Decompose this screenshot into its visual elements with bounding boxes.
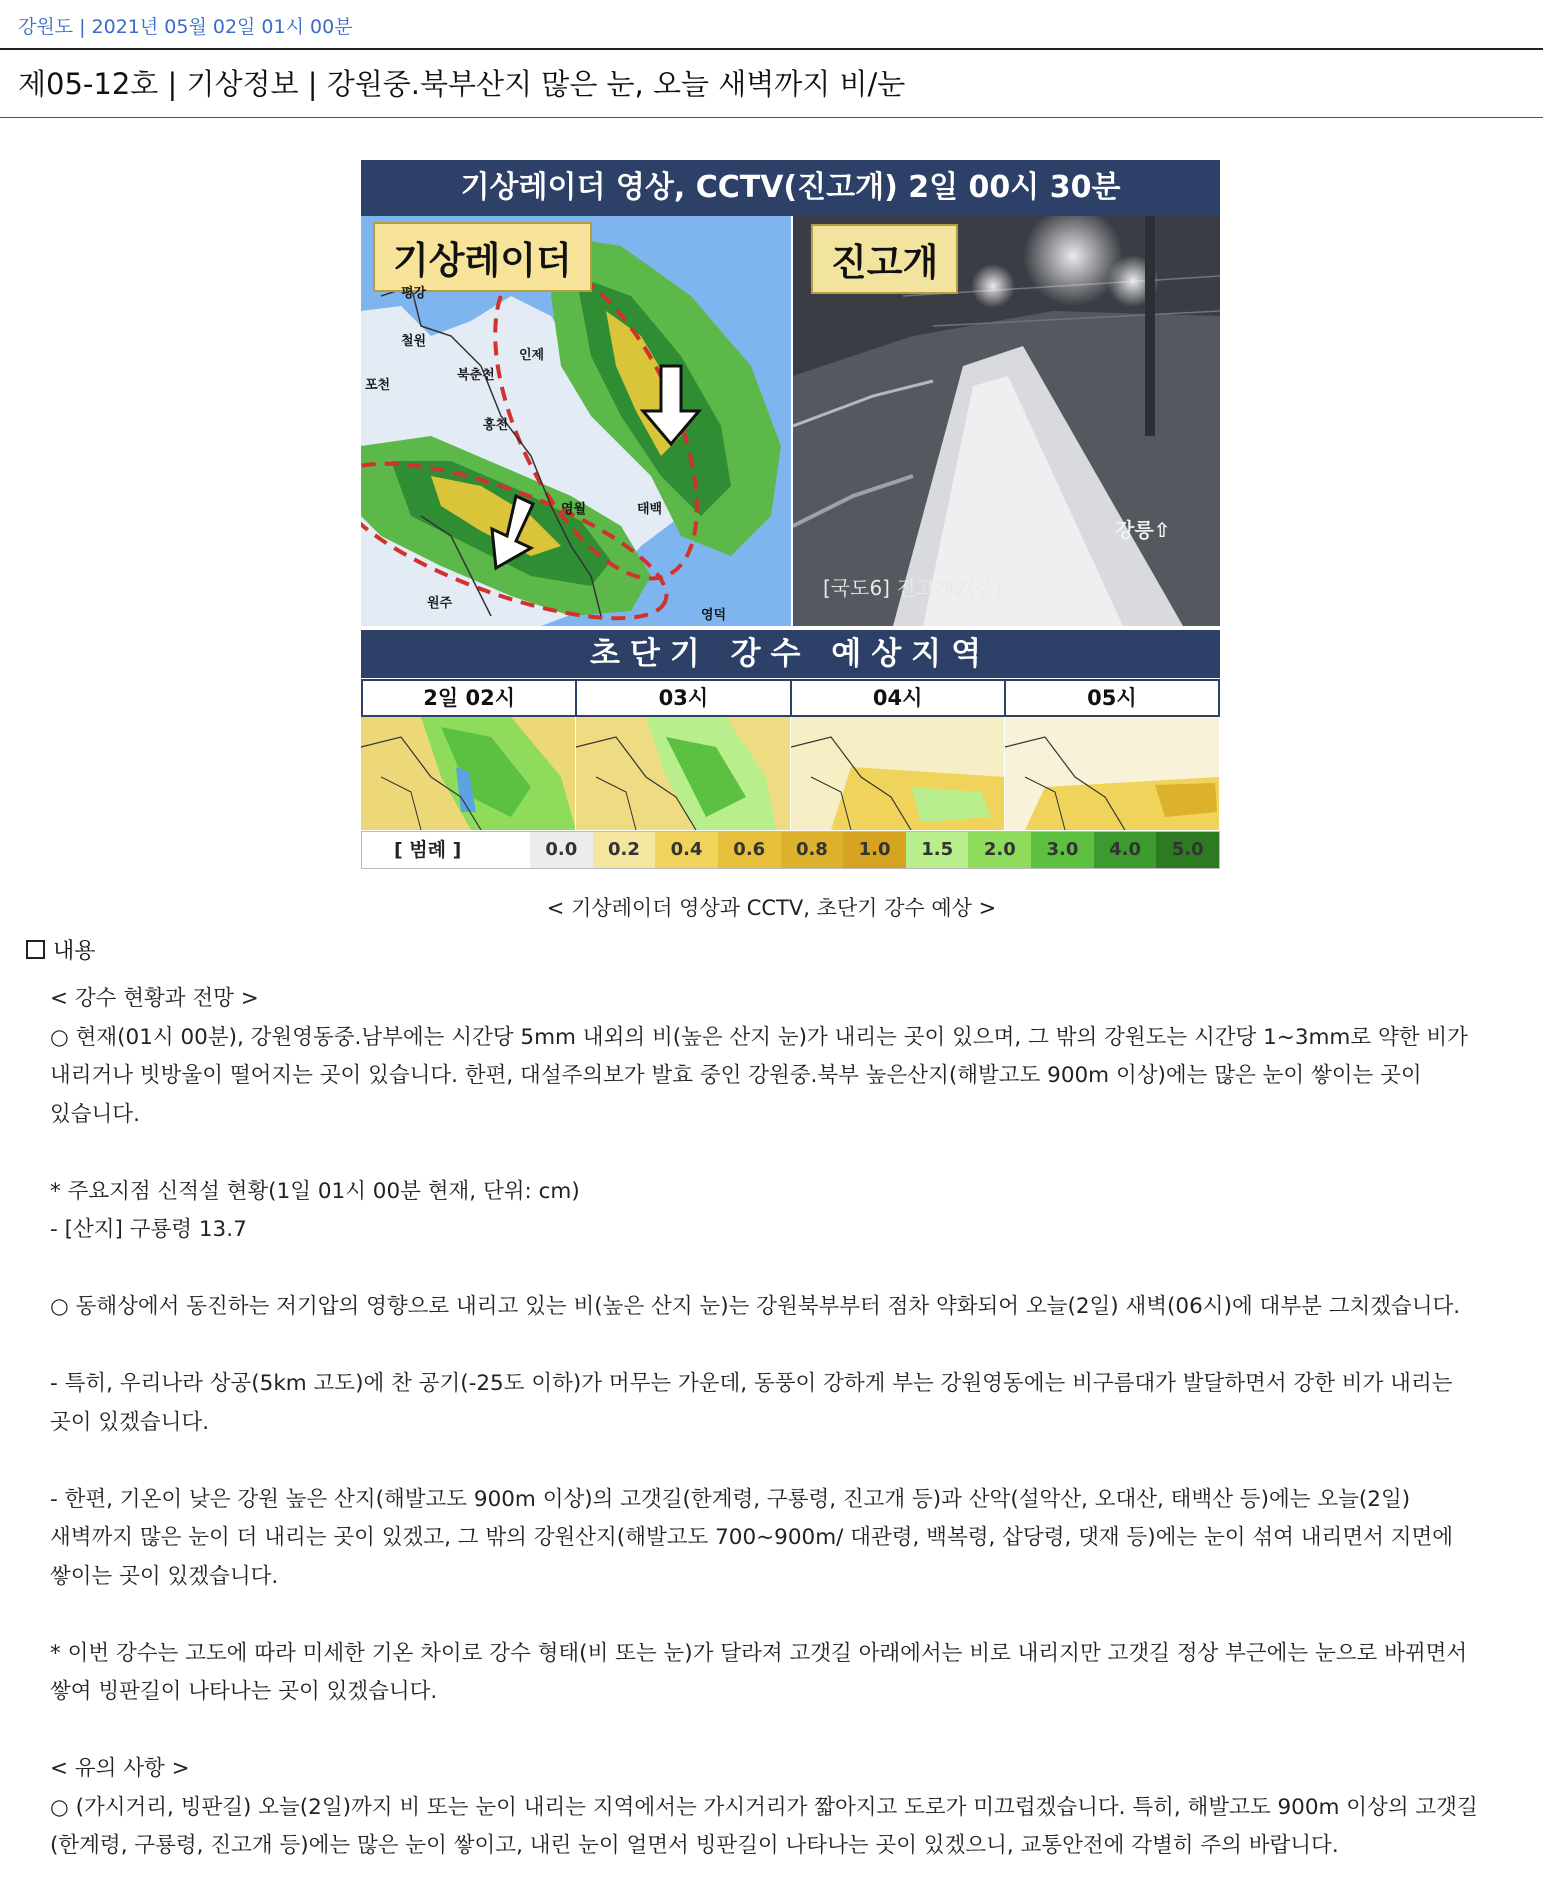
- radar-label: 기상레이더: [373, 222, 592, 292]
- legend-cell: 0.4: [655, 832, 718, 868]
- forecast-map-image: [361, 717, 576, 830]
- paragraph-line: 내리거나 빗방울이 떨어지는 곳이 있습니다. 한편, 대설주의보가 발효 중인 강원중.북부 높은산지(해발고도 900m 이상)에는 많은 눈이 쌓이는 곳이: [50, 1063, 1422, 1088]
- snow-report-value: - [산지] 구룡령 13.7: [50, 1217, 247, 1242]
- page-title: 제05-12호 | 기상정보 | 강원중.북부산지 많은 눈, 오늘 새벽까지 비/눈: [18, 67, 906, 101]
- forecast-subheader: 초단기 강수 예상지역: [361, 630, 1220, 678]
- forecast-map-image: [791, 717, 1006, 830]
- legend-cell: 4.0: [1094, 832, 1157, 868]
- radar-place-label: 평강: [401, 286, 427, 301]
- article-body: [50, 980, 1520, 1866]
- paragraph-line: ○ 동해상에서 동진하는 저기압의 영향으로 내리고 있는 비(높은 산지 눈)는 강원북부부터 점차 약화되어 오늘(2일) 새벽(06시)에 대부분 그치겠습니다.: [50, 1294, 1461, 1319]
- radar-place-label: 영덕: [701, 608, 727, 623]
- precip-legend: [361, 831, 1220, 869]
- legend-cell: 5.0: [1156, 832, 1219, 868]
- paragraph-line: ○ (가시거리, 빙판길) 오늘(2일)까지 비 또는 눈이 내리는 지역에서는 가시거리가 짧아지고 도로가 미끄럽겠습니다. 특히, 해발고도 900m 이상의 고갯길: [50, 1794, 1478, 1820]
- paragraph-line: 쌓여 빙판길이 나타나는 곳이 있겠습니다.: [50, 1679, 438, 1704]
- legend-cell: 1.0: [843, 832, 906, 868]
- spacer: [50, 1442, 1520, 1481]
- radar-place-label: 홍천: [483, 418, 509, 433]
- forecast-map-image: [576, 717, 791, 830]
- checkbox-square-icon: [26, 940, 45, 959]
- spacer: [50, 1327, 1520, 1366]
- header-meta: 강원도 | 2021년 05월 02일 01시 00분: [18, 16, 353, 38]
- spacer: [50, 1596, 1520, 1635]
- cctv-caption: [국도6] 진고개2(상): [823, 576, 1002, 600]
- top-divider: [0, 48, 1543, 50]
- cctv-panel: [793, 216, 1220, 626]
- forecast-maps: [361, 717, 1220, 830]
- paragraph-line: * 이번 강수는 고도에 따라 미세한 기온 차이로 강수 형태(비 또는 눈)가 달라져 고갯길 아래에서는 비로 내리지만 고갯길 정상 부근에는 눈으로 바뀌면서: [50, 1640, 1468, 1666]
- forecast-time-row: [361, 679, 1220, 717]
- radar-place-label: 태백: [637, 502, 663, 517]
- legend-cell: 2.0: [968, 832, 1031, 868]
- radar-place-label: 포천: [365, 378, 391, 393]
- paragraph-line: 새벽까지 많은 눈이 더 내리는 곳이 있겠고, 그 밖의 강원산지(해발고도 700~900m/ 대관령, 백복령, 삽당령, 댓재 등)에는 눈이 섞여 내리면서 지면에: [50, 1525, 1454, 1550]
- radar-place-label: 영월: [561, 502, 587, 517]
- legend-cell: 3.0: [1031, 832, 1094, 868]
- spacer: [50, 1134, 1520, 1173]
- paragraph-line: 쌓이는 곳이 있겠습니다.: [50, 1563, 279, 1589]
- forecast-time-label: 05시: [1087, 686, 1137, 710]
- paragraph-line: - 한편, 기온이 낮은 강원 높은 산지(해발고도 900m 이상)의 고갯길(한계령, 구룡령, 진고개 등)과 산악(설악산, 오대산, 태백산 등)에는 오늘(2일): [50, 1486, 1411, 1512]
- snow-report-title: * 주요지점 신적설 현황(1일 01시 00분 현재, 단위: cm): [50, 1178, 580, 1204]
- title-divider: [0, 117, 1543, 118]
- forecast-time-label: 03시: [577, 681, 791, 715]
- section-heading-text: 내용: [53, 939, 96, 964]
- paragraph-line: 있습니다.: [50, 1101, 140, 1127]
- spacer: [50, 1712, 1520, 1751]
- figure-header: 기상레이더 영상, CCTV(진고개) 2일 00시 30분: [361, 160, 1220, 216]
- legend-cell: 0.6: [718, 832, 781, 868]
- figure-caption: < 기상레이더 영상과 CCTV, 초단기 강수 예상 >: [546, 896, 997, 920]
- cctv-label: 진고개: [811, 224, 958, 294]
- legend-cell: 0.8: [781, 832, 844, 868]
- spacer: [50, 1250, 1520, 1289]
- radar-place-label: 원주: [427, 596, 453, 611]
- forecast-time-label: 2일 02시: [363, 681, 577, 715]
- legend-cell: 0.0: [530, 832, 593, 868]
- paragraph-line: 곳이 있겠습니다.: [50, 1409, 210, 1435]
- paragraph-line: - 특히, 우리나라 상공(5km 고도)에 찬 공기(-25도 이하)가 머무는 가운데, 동풍이 강하게 부는 강원영동에는 비구름대가 발달하면서 강한 비가 내리는: [50, 1371, 1453, 1396]
- forecast-map: [1005, 717, 1220, 830]
- forecast-time-label: 04시: [792, 681, 1006, 715]
- legend-cell: 1.5: [906, 832, 969, 868]
- weather-figure: [361, 160, 1220, 872]
- radar-place-label: 철원: [401, 334, 427, 349]
- legend-label: [ 범례 ]: [394, 839, 462, 861]
- forecast-map: [361, 717, 576, 830]
- subsection-title: < 유의 사항 >: [50, 1756, 190, 1781]
- paragraph-line: ○ 현재(01시 00분), 강원영동중.남부에는 시간당 5mm 내외의 비(높은 산지 눈)가 내리는 곳이 있으며, 그 밖의 강원도는 시간당 1~3mm로 약한 비가: [50, 1024, 1468, 1050]
- paragraph-line: (한계령, 구룡령, 진고개 등)에는 많은 눈이 쌓이고, 내린 눈이 얼면서 빙판길이 나타나는 곳이 있겠으니, 교통안전에 각별히 주의 바랍니다.: [50, 1833, 1339, 1858]
- radar-panel: [361, 216, 791, 626]
- legend-cell: 0.2: [593, 832, 656, 868]
- forecast-map: [791, 717, 1006, 830]
- cctv-direction: 강릉⇧: [1115, 518, 1171, 542]
- section-heading: [26, 934, 96, 965]
- forecast-map-image: [1005, 717, 1220, 830]
- subsection-title: < 강수 현황과 전망 >: [50, 986, 259, 1011]
- radar-place-label: 북춘천: [457, 368, 495, 383]
- forecast-map: [576, 717, 791, 830]
- radar-place-label: 인제: [519, 348, 545, 363]
